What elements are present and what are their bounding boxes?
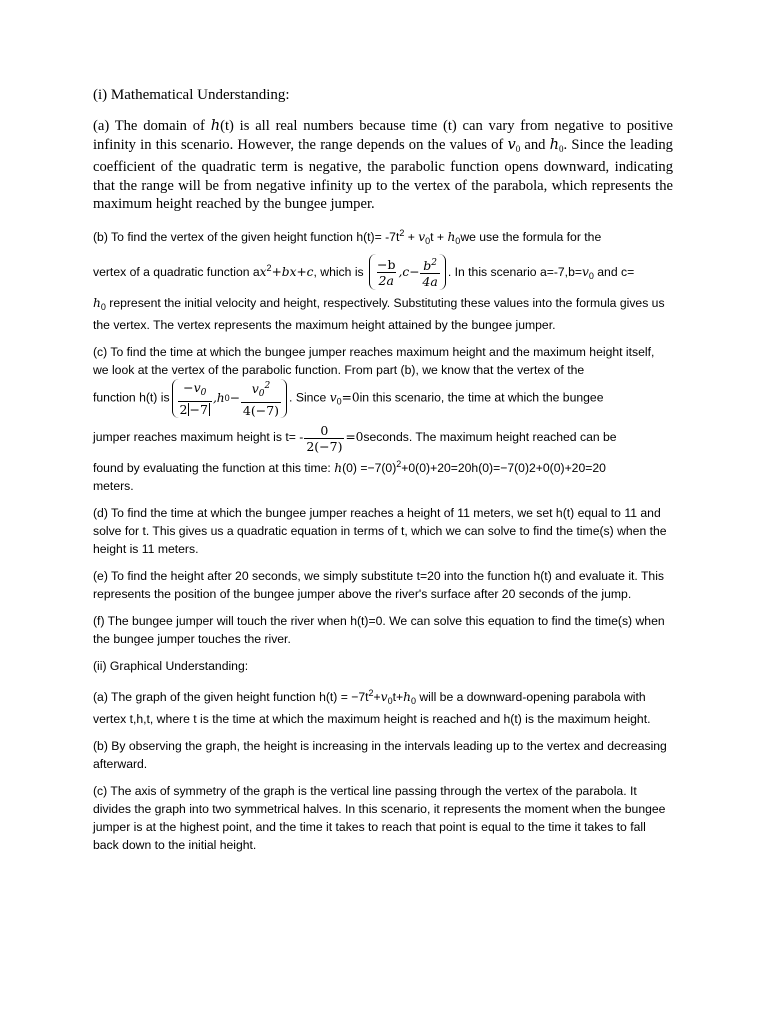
document-page: [93, 86, 673, 863]
vertex-expression: $\frac{-v_0}{2 -7}$ ,h 0 − $\frac{v_0^2}{4(-7)}$: [172, 379, 288, 418]
graph-paragraph-a: (a) The graph of the given height function $h(t) = -7t^2+v_0t+h_0$ will be a downward-opening parabola with vertex t,h,t, where t is the time at which the maximum height is reached and h(t) is the maximum height.: [93, 688, 651, 727]
graph-paragraph-c: (c) The axis of symmetry of the graph is the vertical line passing through the vertex of the parabola. It divides the graph into two symmetrical halves. In this scenario, it represents the moment when the bungee jumper is at the highest point, and the time it takes to reach that point is equal to the time it takes to fall back down to the initial height.: [93, 784, 666, 853]
section-ii-heading: (ii) Graphical Understanding:: [93, 659, 249, 674]
section-i-heading: (i) Mathematical Understanding:: [93, 87, 290, 103]
paragraph-b: (b) To find the vertex of the given height function $h(t)= -7t^2 + v_0t + h_0we$ use the formula for the vertex of a quadratic function $ax^2+bx+c$, which is $\frac{-b}{2a}$ ,c− $\frac{b^2}{4a}$ . In this scenario $a=-7,b=v_0$ and c= $h_0$ represent the initial velocity and height, respectively. Substituting these values into the formula gives us the vertex. The vertex represents the maximum height attained by the bungee jumper.: [93, 227, 665, 332]
graph-paragraph-b: (b) By observing the graph, the height is increasing in the intervals leading up to the vertex and decreasing afterward.: [93, 739, 667, 772]
paragraph-f: (f) The bungee jumper will touch the river when h(t)=0. We can solve this equation to find the time(s) when the bungee jumper touches the river.: [93, 614, 665, 647]
paragraph-a: (a) The domain of h(t) is all real numbers because time (t) can vary from negative to positive infinity in this scenario. However, the range depends on the values of $v_0$ and $h_0$. Since the leading coefficient of the quadratic term is negative, the parabolic function opens downward, indicating that the range will be from negative infinity up to the vertex of the parabola, which represents the maximum height reached by the bungee jumper.: [93, 117, 673, 212]
vertex-formula: $\frac{-b}{2a}$ ,c− $\frac{b^2}{4a}$: [369, 254, 446, 290]
paragraph-d: (d) To find the time at which the bungee jumper reaches a height of 11 meters, we set h(t) equal to 11 and solve for t. This gives us a quadratic equation in terms of t, which we can solve to find the time(s) when the height is 11 meters.: [93, 506, 667, 557]
paragraph-c: (c) To find the time at which the bungee jumper reaches maximum height and the maximum height itself, we look at the vertex of the parabolic function. From part (b), we know that the vertex of the function h(t) is $\frac{-v_0}{2 -7}$ ,h 0 − $\frac{v_0^2}{4(-7)}$ . Since $v_0=0in$ this scenario, the time at which the bungee jumper reaches maximum height is t= - $\frac{0}{2(-7)}$ =0seconds. The maximum height reached can be found by evaluating the function at this time: $h(0) =-7(0)^2+0(0)+20=20h(0)=-7(0)2+0(0)+20=20$ meters.: [93, 344, 655, 494]
paragraph-e: (e) To find the height after 20 seconds, we simply substitute t=20 into the function h(t) and evaluate it. This represents the position of the bungee jumper above the river's surface after 20 seconds of the jump.: [93, 569, 664, 602]
